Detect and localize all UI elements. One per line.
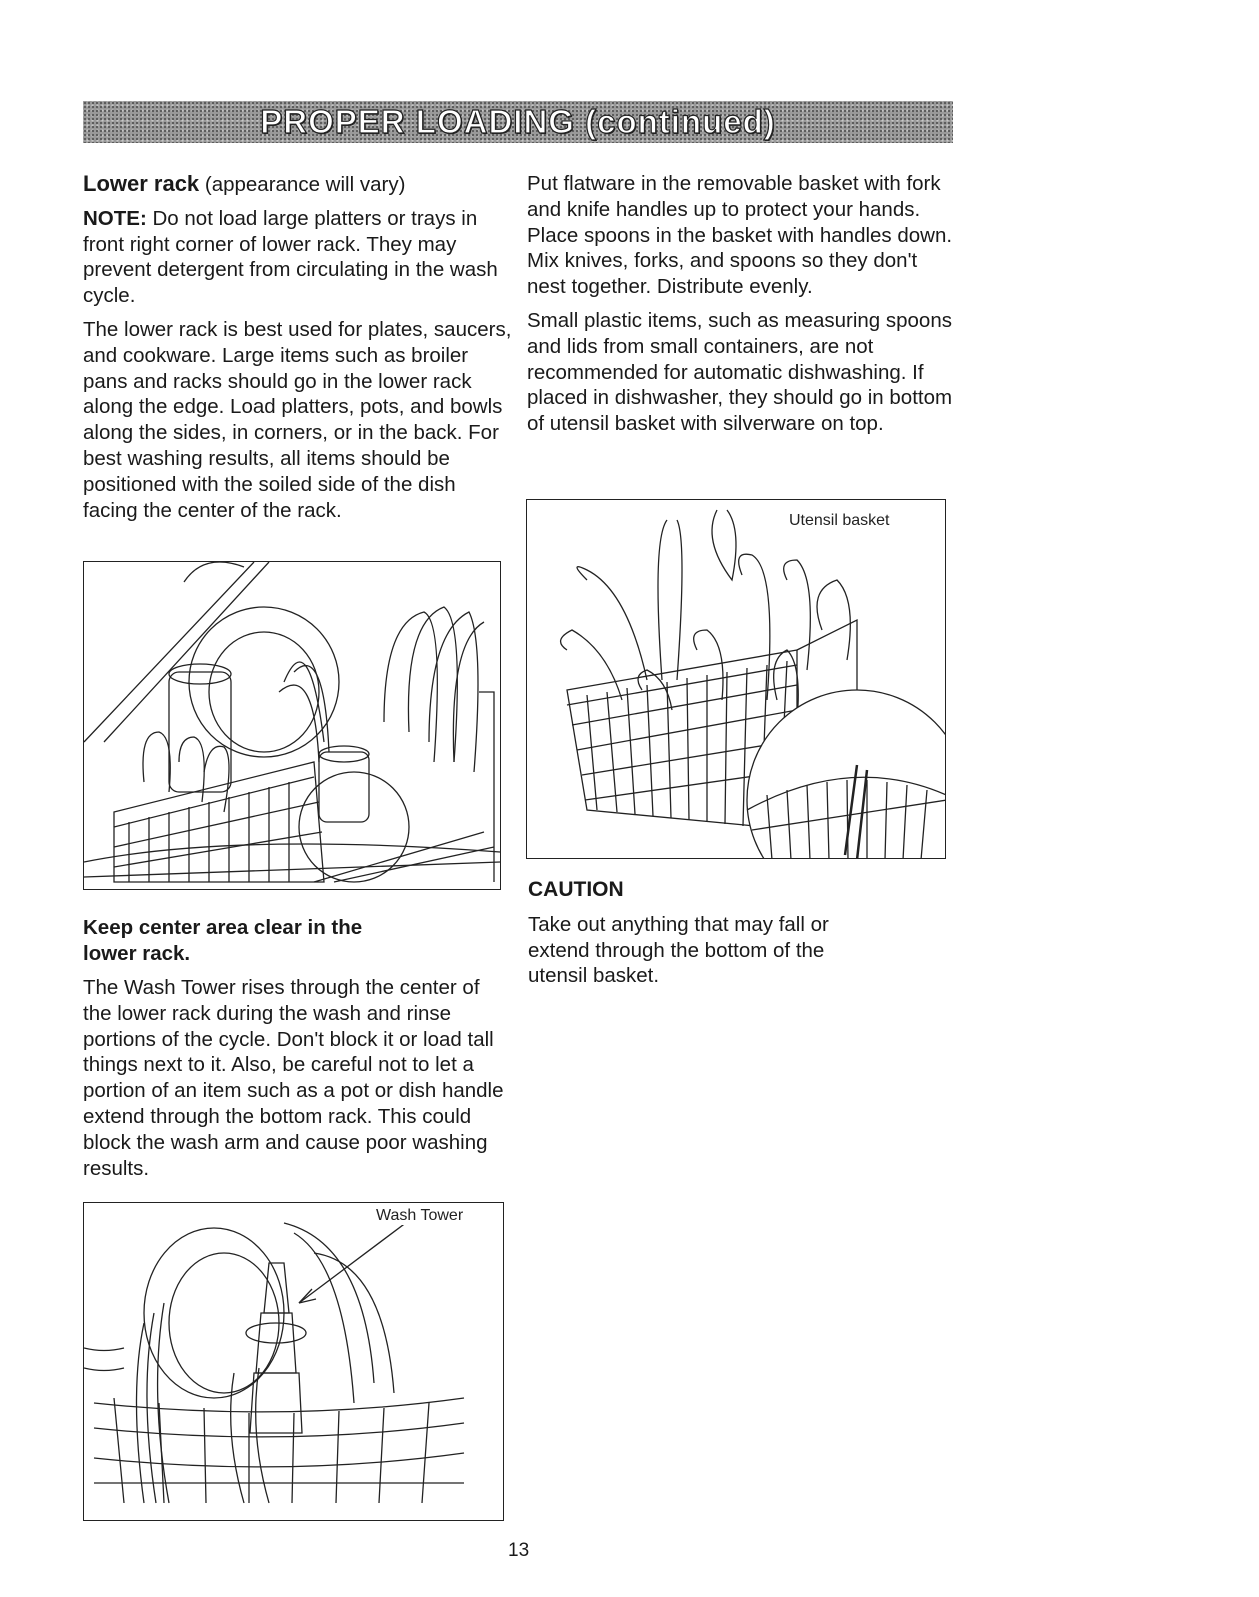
caution-title: CAUTION xyxy=(528,878,624,901)
page-number: 13 xyxy=(508,1540,530,1561)
right-column xyxy=(527,171,957,445)
left-column xyxy=(83,171,513,531)
utensil-basket-illustration xyxy=(526,499,946,859)
small-plastic-paragraph: Small plastic items, such as measuring spoons and lids from small containers, are not recommended for automatic dishwashing. If placed in dishwasher, they should go in bottom of utensil basket with silverware on top. xyxy=(527,308,953,436)
caution-text: Take out anything that may fall or extend through the bottom of the utensil basket. xyxy=(528,913,829,987)
lower-rack-appearance-note: (appearance will vary) xyxy=(204,173,406,196)
wash-tower-paragraph: The Wash Tower rises through the center of the lower rack during the wash and rinse portions of the cycle. Don't block it or load tall things next to it. Also, be careful not to let a portion of an item such as a pot or dish handle extend through the bottom rack. This could block the wash arm and cause poor washing results. xyxy=(83,976,504,1180)
note-label: NOTE: xyxy=(83,206,147,230)
wash-tower-illustration xyxy=(83,1202,504,1521)
section-banner xyxy=(83,101,953,143)
keep-center-clear-heading: Keep center area clear in the lower rack. xyxy=(83,916,363,965)
wash-tower-label: Wash Tower xyxy=(376,1207,464,1224)
flatware-paragraph: Put flatware in the removable basket with fork and knife handles up to protect your hands. Place spoons in the basket with handles down. Mix knives, forks, and spoons so they don't nest together. Distribute evenly. xyxy=(527,172,953,299)
lower-rack-illustration xyxy=(83,561,501,890)
utensil-basket-label: Utensil basket xyxy=(789,512,890,529)
section-title: PROPER LOADING (continued) xyxy=(260,103,776,140)
wash-tower-section xyxy=(83,915,513,1189)
lower-rack-paragraph: The lower rack is best used for plates, saucers, and cookware. Large items such as broiler pans and racks should go in the lower rack along the edge. Load platters, pots, and bowls along the sides, in corners, or in the back. For best washing results, all items should be positioned with the soiled side of the dish facing the center of the rack. xyxy=(83,317,512,522)
lower-rack-heading xyxy=(83,171,513,198)
note-paragraph xyxy=(83,206,513,309)
lower-rack-title: Lower rack xyxy=(83,171,200,196)
note-text: Do not load large platters or trays in front right corner of lower rack. They may prevent detergent from circulating in the wash cycle. xyxy=(83,206,498,308)
